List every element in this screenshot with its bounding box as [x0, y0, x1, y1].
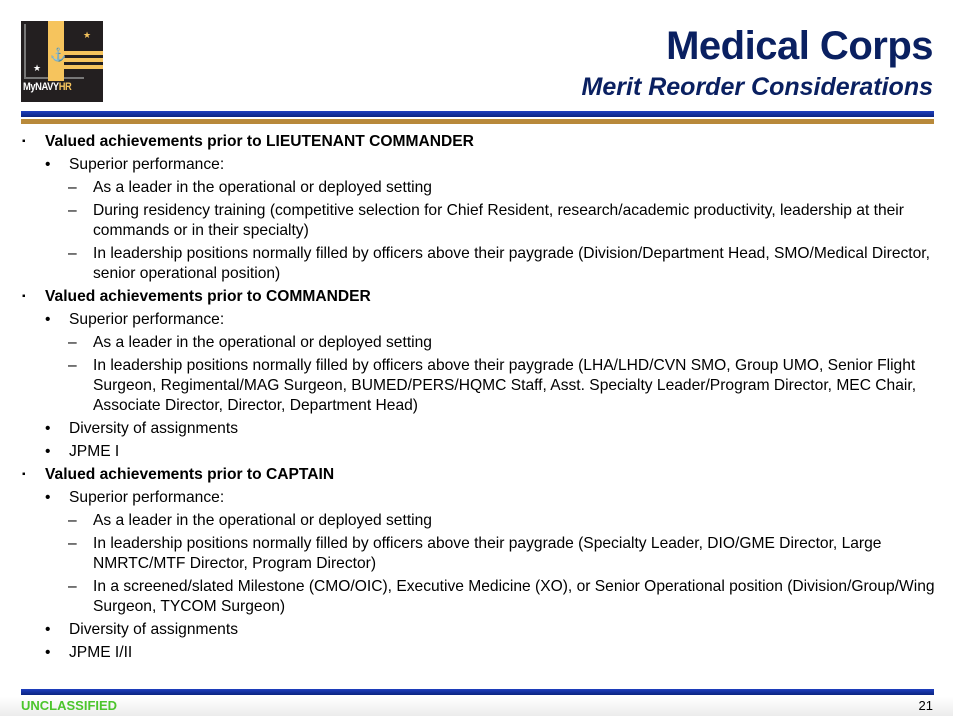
bullet-marker-icon: •: [45, 489, 51, 506]
bullet-text: In a screened/slated Milestone (CMO/OIC), Executive Medicine (XO), or Senior Operational position (Division/Group/Wing Surgeon, TYCOM Surgeon): [93, 578, 935, 615]
bullet-list: [0, 132, 953, 666]
header-divider-blue: [21, 111, 934, 117]
bullet-level-2: [0, 620, 953, 640]
bullet-marker-icon: –: [68, 202, 77, 219]
footer: [0, 697, 953, 716]
bullet-level-1: [0, 132, 953, 152]
bullet-level-3: [0, 577, 953, 617]
bullet-marker-icon: •: [45, 644, 51, 661]
bullet-marker-icon: •: [45, 311, 51, 328]
bullet-level-3: [0, 333, 953, 353]
bullet-marker-icon: ▪: [22, 469, 26, 480]
bullet-level-3: [0, 201, 953, 241]
bullet-marker-icon: •: [45, 156, 51, 173]
rank-label: LIEUTENANT COMMANDER: [266, 133, 474, 150]
bullet-marker-icon: –: [68, 512, 77, 529]
bullet-text: Diversity of assignments: [69, 621, 238, 638]
bullet-level-2: [0, 643, 953, 663]
bullet-text: Superior performance:: [69, 489, 225, 506]
bullet-text: As a leader in the operational or deployed setting: [93, 179, 432, 196]
bullet-marker-icon: –: [68, 245, 77, 262]
bullet-text: Valued achievements prior to: [45, 133, 266, 150]
bullet-text: In leadership positions normally filled by officers above their paygrade (Specialty Leader, DIO/GME Director, Large NMRTC/MTF Director, Program Director): [93, 535, 882, 572]
star-icon: ★: [33, 63, 42, 73]
bullet-level-2: [0, 442, 953, 462]
anchor-icon: ⚓: [50, 47, 67, 62]
bullet-level-2: [0, 488, 953, 508]
bullet-level-3: [0, 178, 953, 198]
rank-label: COMMANDER: [266, 288, 371, 305]
bullet-text: JPME I: [69, 443, 120, 460]
bullet-marker-icon: –: [68, 179, 77, 196]
bullet-level-3: [0, 244, 953, 284]
bullet-text: Superior performance:: [69, 311, 225, 328]
footer-divider: [21, 689, 934, 695]
slide-subtitle: Merit Reorder Considerations: [581, 73, 933, 101]
bullet-marker-icon: –: [68, 535, 77, 552]
bullet-level-2: [0, 419, 953, 439]
bullet-level-2: [0, 310, 953, 330]
bullet-text: JPME I/II: [69, 644, 133, 661]
header-divider-gold: [21, 119, 934, 124]
bullet-text: Superior performance:: [69, 156, 225, 173]
bullet-text: In leadership positions normally filled by officers above their paygrade (LHA/LHD/CVN SMO, Group UMO, Senior Flight Surgeon, Regimental/MAG Surgeon, BUMED/PERS/HQMC Staff, Asst. Specialty Leader/Program Director, MEC Chair, Associate Director, Director, Department Head): [93, 357, 917, 414]
mynavyhr-logo: ⚓ ★ ★ MyNAVYHR: [21, 21, 103, 102]
page-number: 21: [918, 698, 933, 713]
bullet-text: Diversity of assignments: [69, 420, 238, 437]
bullet-text: Valued achievements prior to: [45, 466, 266, 483]
classification-label: UNCLASSIFIED: [21, 698, 118, 713]
bullet-marker-icon: –: [68, 334, 77, 351]
bullet-marker-icon: –: [68, 578, 77, 595]
bullet-marker-icon: ▪: [22, 291, 26, 302]
bullet-level-3: [0, 356, 953, 416]
bullet-level-1: [0, 287, 953, 307]
bullet-marker-icon: –: [68, 357, 77, 374]
bullet-level-3: [0, 534, 953, 574]
bullet-text: As a leader in the operational or deployed setting: [93, 334, 432, 351]
bullet-marker-icon: •: [45, 443, 51, 460]
bullet-text: During residency training (competitive selection for Chief Resident, research/academic productivity, leadership at their commands or in their specialty): [93, 202, 904, 239]
bullet-level-3: [0, 511, 953, 531]
bullet-text: As a leader in the operational or deployed setting: [93, 512, 432, 529]
bullet-text: In leadership positions normally filled by officers above their paygrade (Division/Department Head, SMO/Medical Director, senior operational position): [93, 245, 930, 282]
bullet-level-1: [0, 465, 953, 485]
rank-label: CAPTAIN: [266, 466, 335, 483]
bullet-marker-icon: ▪: [22, 136, 26, 147]
bullet-text: Valued achievements prior to: [45, 288, 266, 305]
star-icon: ★: [83, 30, 92, 40]
bullet-level-2: [0, 155, 953, 175]
bullet-marker-icon: •: [45, 420, 51, 437]
slide-title: Medical Corps: [666, 24, 933, 68]
bullet-marker-icon: •: [45, 621, 51, 638]
